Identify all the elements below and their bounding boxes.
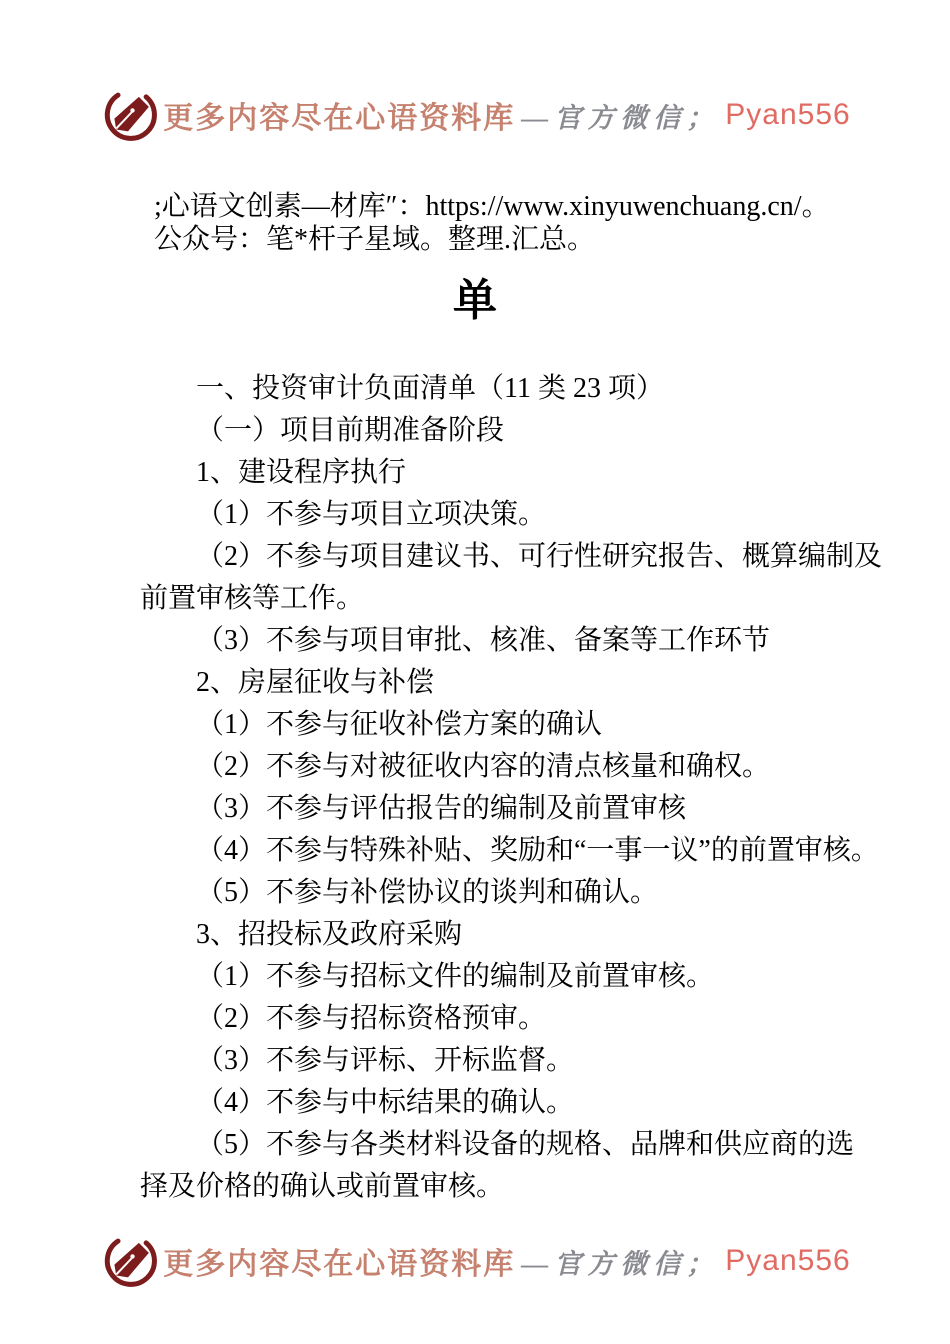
body-line: （4）不参与特殊补贴、奖励和“一事一议”的前置审核。 (196, 835, 879, 866)
intro-line: ;心语文创素—材库″：https://www.xinyuwenchuang.cn/。 (154, 191, 830, 222)
body-line: （3）不参与评标、开标监督。 (196, 1045, 575, 1076)
body-line: （5）不参与补偿协议的谈判和确认。 (196, 877, 659, 908)
body-line: 2、房屋征收与补偿 (196, 667, 435, 698)
body-line: 3、招投标及政府采购 (196, 919, 463, 950)
watermark-wechat-id: Pyan556 (725, 98, 851, 131)
watermark-brand-text: 更多内容尽在心语资料库 (163, 1248, 516, 1281)
intro-line: 公众号：笔*杆子星域。整理.汇总。 (154, 224, 596, 255)
body-line: （3）不参与项目审批、核准、备案等工作环节 (196, 625, 771, 656)
pen-nib-logo-icon (99, 1230, 157, 1292)
body-line: （一）项目前期准备阶段 (196, 415, 505, 446)
watermark-wechat-id: Pyan556 (725, 1244, 851, 1277)
body-line: 择及价格的确认或前置审核。 (140, 1171, 505, 1202)
body-line: 1、建设程序执行 (196, 457, 407, 488)
body-line: 前置审核等工作。 (140, 583, 365, 614)
body-line: （2）不参与招标资格预审。 (196, 1003, 547, 1034)
watermark-wechat-label: —官方微信； (521, 1248, 720, 1279)
document-body (140, 368, 883, 1208)
body-line: （1）不参与项目立项决策。 (196, 499, 547, 530)
body-line: （2）不参与项目建议书、可行性研究报告、概算编制及 (196, 541, 883, 572)
body-line: （4）不参与中标结果的确认。 (196, 1087, 575, 1118)
body-line: （1）不参与招标文件的编制及前置审核。 (196, 961, 715, 992)
pen-nib-logo-icon (99, 84, 157, 146)
intro-block (140, 190, 830, 256)
header-watermark (0, 84, 950, 146)
body-line: （2）不参与对被征收内容的清点核量和确权。 (196, 751, 771, 782)
page-title: 单 (453, 276, 497, 325)
body-line: （3）不参与评估报告的编制及前置审核 (196, 793, 687, 824)
watermark-brand-text: 更多内容尽在心语资料库 (163, 102, 516, 135)
body-line: 一、投资审计负面清单（11 类 23 项） (196, 373, 664, 404)
watermark-wechat-label: —官方微信； (521, 102, 720, 133)
body-line: （1）不参与征收补偿方案的确认 (196, 709, 603, 740)
footer-watermark (0, 1230, 950, 1292)
body-line: （5）不参与各类材料设备的规格、品牌和供应商的选 (196, 1129, 855, 1160)
document-content (140, 190, 883, 1208)
